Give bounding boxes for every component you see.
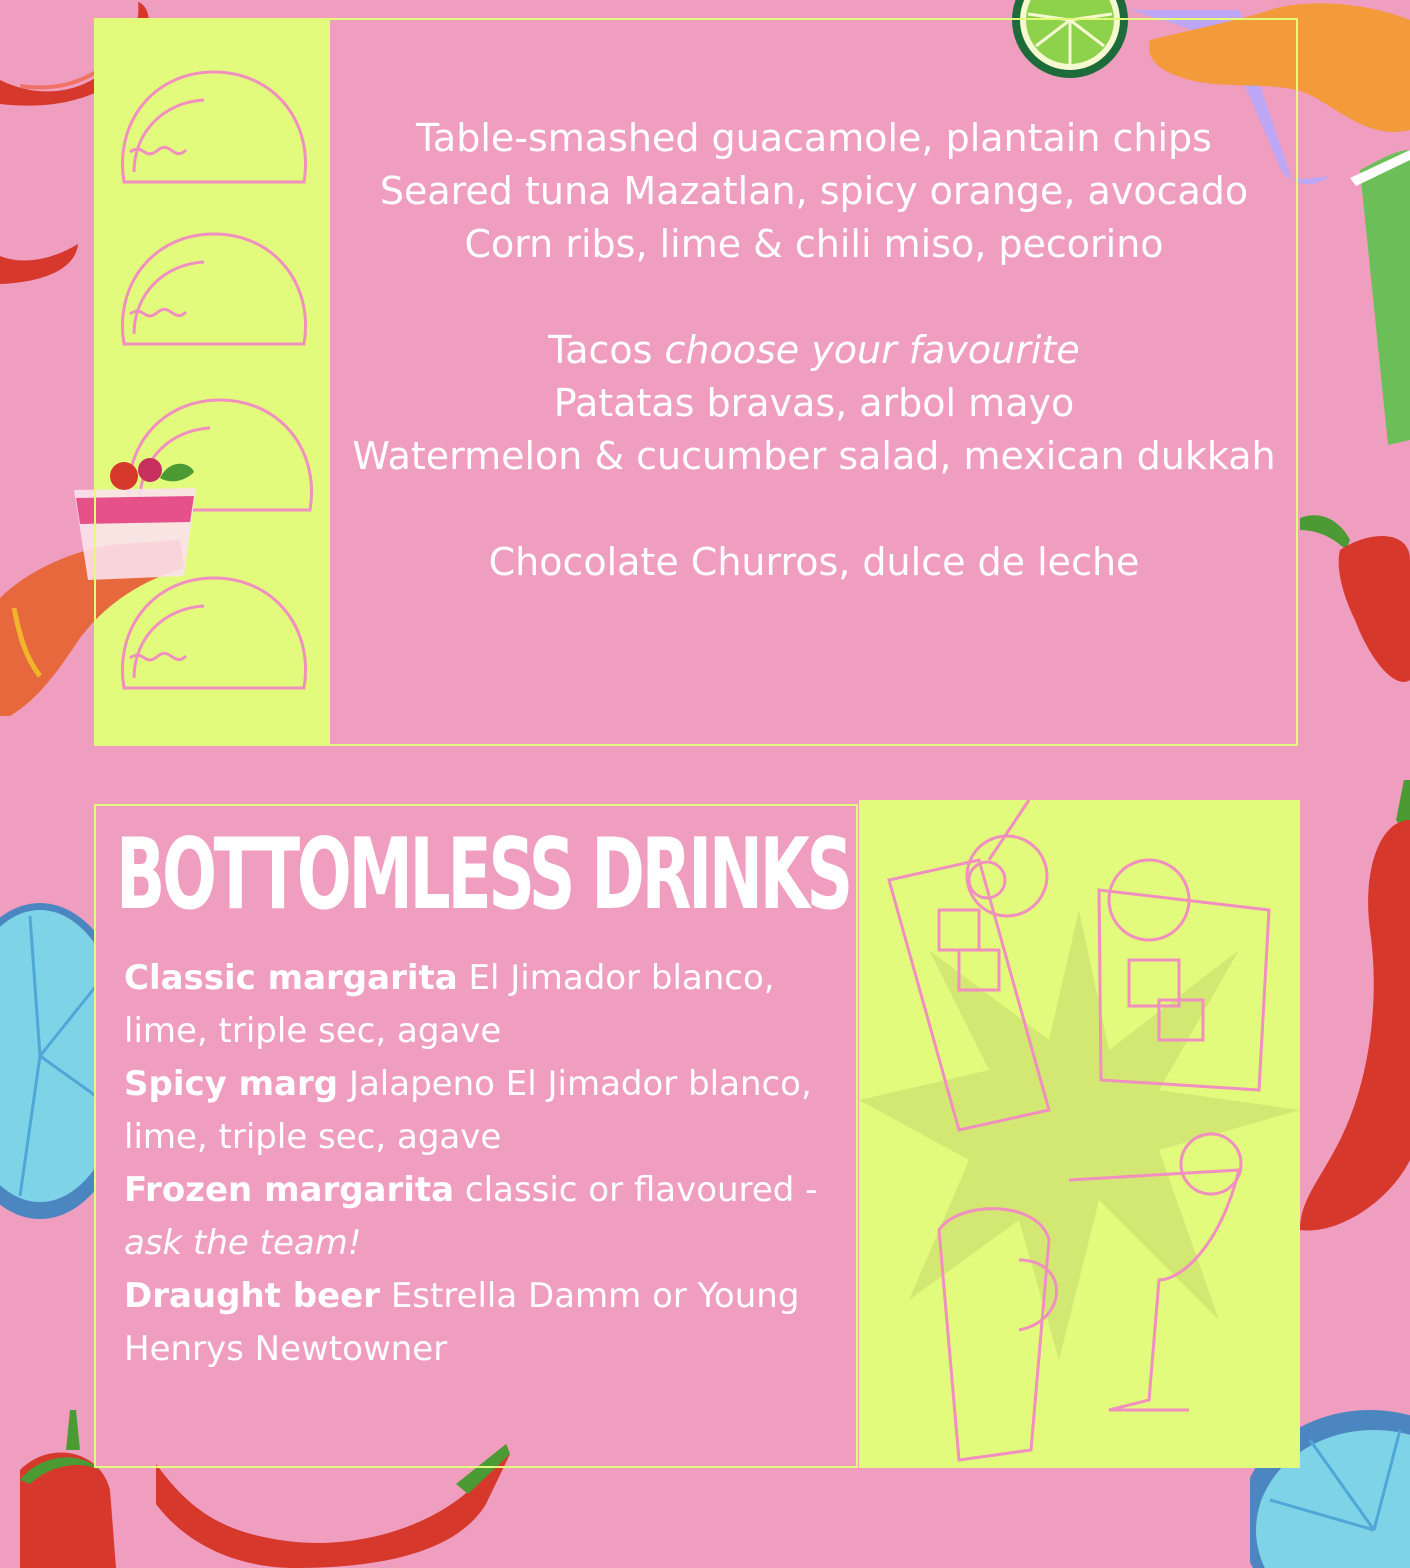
tacos-note: choose your favourite: [664, 328, 1080, 372]
drink-name: Frozen margarita: [124, 1170, 455, 1210]
food-item: Patatas bravas, arbol mayo: [553, 381, 1075, 425]
drink-item: [124, 1270, 824, 1376]
drink-name: Draught beer: [124, 1276, 380, 1316]
drinks-menu-list: [124, 952, 824, 1376]
drinks-title: BOTTOMLESS DRINKS: [116, 818, 850, 932]
tacos-name: Tacos: [548, 328, 653, 372]
dessert-item: Chocolate Churros, dulce de leche: [488, 540, 1140, 584]
food-item: Seared tuna Mazatlan, spicy orange, avocado: [379, 169, 1249, 213]
drink-desc: El Jimador blanco, lime, triple sec, agave: [124, 958, 775, 1051]
chili-pepper-icon: [1300, 780, 1410, 1240]
chili-pepper-icon: [1300, 510, 1410, 710]
drink-name: Classic margarita: [124, 958, 458, 998]
starburst-icon: [859, 910, 1300, 1360]
drink-desc: Jalapeno El Jimador blanco, lime, triple sec, agave: [124, 1064, 812, 1157]
food-item: Table-smashed guacamole, plantain chips: [416, 116, 1212, 160]
drink-desc: Estrella Damm or Young Henrys Newtowner: [124, 1276, 800, 1369]
food-menu-list: [340, 112, 1288, 589]
food-item: Corn ribs, lime & chili miso, pecorino: [464, 222, 1164, 266]
drink-desc-emphasis: ask the team!: [124, 1223, 362, 1263]
chili-pepper-icon: [0, 236, 80, 292]
drinks-illustration-panel: [859, 800, 1300, 1468]
drink-item: [124, 952, 824, 1058]
drink-item: [124, 1164, 824, 1270]
drink-item: [124, 1058, 824, 1164]
food-item-tacos: [340, 324, 1288, 377]
food-item: Watermelon & cucumber salad, mexican dukkah: [352, 434, 1276, 478]
drink-desc: classic or flavoured -: [464, 1170, 818, 1210]
lime-slice-icon: [0, 896, 96, 1226]
drink-name: Spicy marg: [124, 1064, 339, 1104]
